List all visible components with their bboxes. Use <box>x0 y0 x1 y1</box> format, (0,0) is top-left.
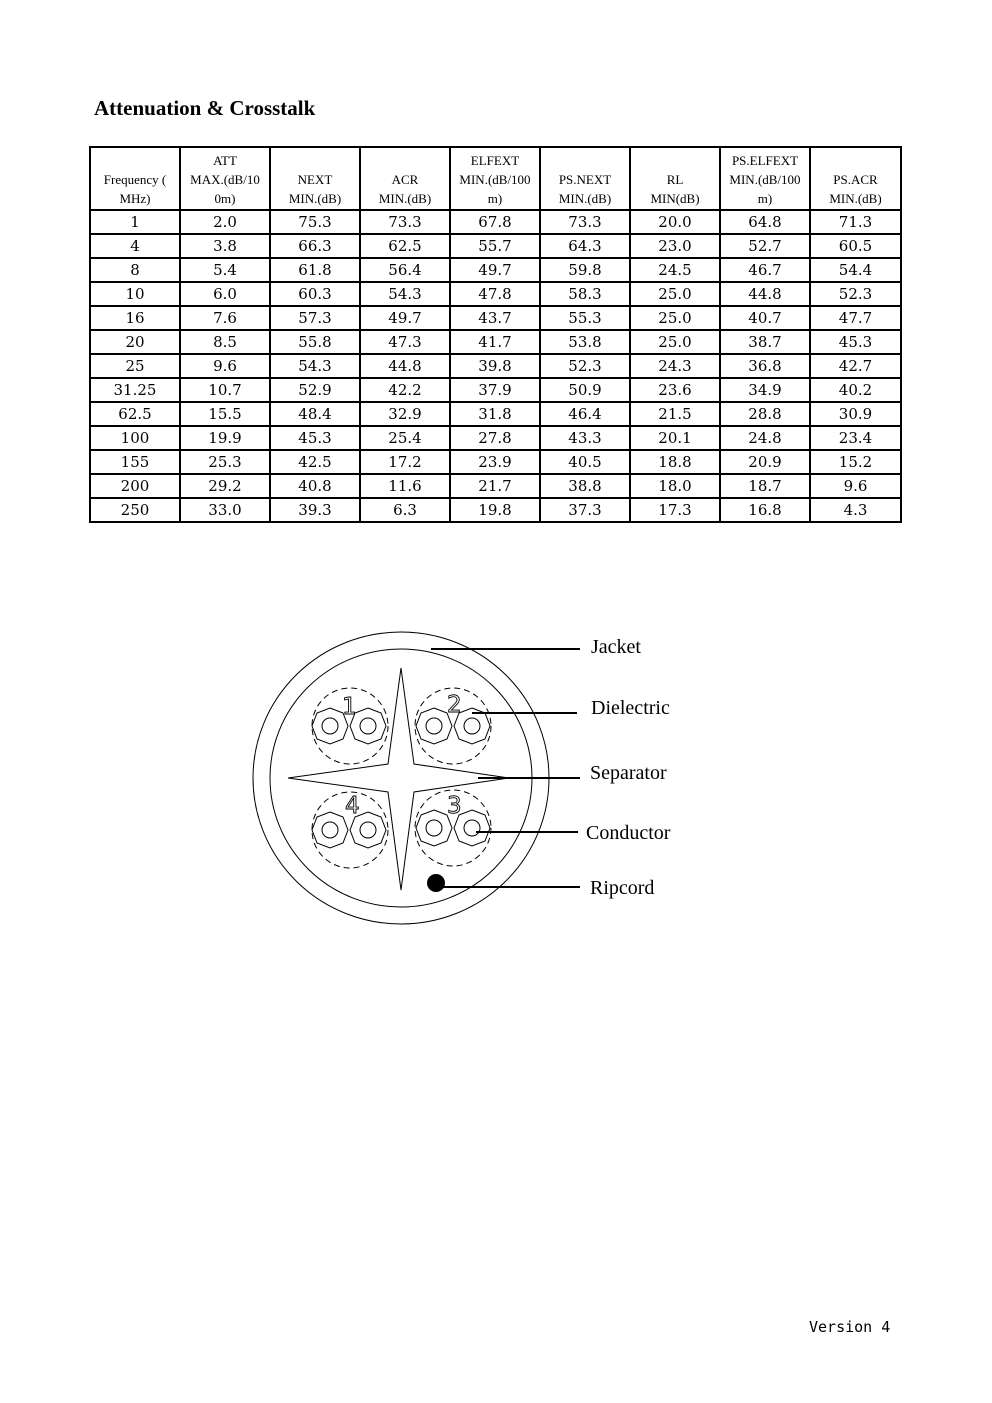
column-header-line: 0m) <box>214 191 236 206</box>
table-cell: 42.7 <box>810 354 901 378</box>
table-cell: 15.5 <box>180 402 270 426</box>
column-header-line: PS.NEXT <box>558 172 612 187</box>
column-header-line: RL <box>666 172 684 187</box>
table-cell: 25.0 <box>630 282 720 306</box>
table-cell: 25.4 <box>360 426 450 450</box>
table-cell: 20.9 <box>720 450 810 474</box>
table-cell: 24.8 <box>720 426 810 450</box>
table-cell: 25.0 <box>630 306 720 330</box>
table-cell: 47.3 <box>360 330 450 354</box>
table-cell: 30.9 <box>810 402 901 426</box>
table-cell: 23.4 <box>810 426 901 450</box>
table-cell: 9.6 <box>180 354 270 378</box>
table-cell: 19.8 <box>450 498 540 522</box>
column-header-line: MIN.(dB) <box>829 191 882 206</box>
table-cell: 16 <box>90 306 180 330</box>
jacket-label: Jacket <box>591 636 641 658</box>
table-cell: 64.3 <box>540 234 630 258</box>
table-cell: 42.2 <box>360 378 450 402</box>
ripcord-label: Ripcord <box>590 877 655 899</box>
page-title: Attenuation & Crosstalk <box>94 96 316 120</box>
table-cell: 53.8 <box>540 330 630 354</box>
column-header-line: ATT <box>213 153 237 168</box>
table-cell: 25 <box>90 354 180 378</box>
table-cell: 11.6 <box>360 474 450 498</box>
table-cell: 33.0 <box>180 498 270 522</box>
table-cell: 54.3 <box>270 354 360 378</box>
table-cell: 8.5 <box>180 330 270 354</box>
table-cell: 15.2 <box>810 450 901 474</box>
column-header-line: ACR <box>391 172 419 187</box>
table-cell: 32.9 <box>360 402 450 426</box>
table-cell: 28.8 <box>720 402 810 426</box>
table-cell: 47.7 <box>810 306 901 330</box>
table-cell: 20.1 <box>630 426 720 450</box>
column-header-line: PS.ACR <box>833 172 878 187</box>
table-cell: 52.7 <box>720 234 810 258</box>
table-cell: 23.6 <box>630 378 720 402</box>
table-cell: 6.3 <box>360 498 450 522</box>
table-cell: 55.7 <box>450 234 540 258</box>
table-cell: 24.3 <box>630 354 720 378</box>
table-cell: 44.8 <box>720 282 810 306</box>
table-cell: 4 <box>90 234 180 258</box>
table-cell: 17.2 <box>360 450 450 474</box>
table-cell: 23.0 <box>630 234 720 258</box>
table-cell: 40.8 <box>270 474 360 498</box>
table-cell: 29.2 <box>180 474 270 498</box>
table-cell: 2.0 <box>180 210 270 234</box>
table-cell: 31.8 <box>450 402 540 426</box>
table-cell: 67.8 <box>450 210 540 234</box>
table-cell: 73.3 <box>360 210 450 234</box>
table-cell: 50.9 <box>540 378 630 402</box>
ripcord-marker <box>427 874 445 892</box>
column-header-line: NEXT <box>297 172 333 187</box>
table-cell: 155 <box>90 450 180 474</box>
table-cell: 1 <box>90 210 180 234</box>
table-cell: 37.9 <box>450 378 540 402</box>
table-cell: 43.7 <box>450 306 540 330</box>
table-cell: 40.2 <box>810 378 901 402</box>
column-header-line: PS.ELFEXT <box>731 153 799 168</box>
table-cell: 39.3 <box>270 498 360 522</box>
column-header-line: MIN(dB) <box>650 191 700 206</box>
table-cell: 9.6 <box>810 474 901 498</box>
table-cell: 38.8 <box>540 474 630 498</box>
table-cell: 54.3 <box>360 282 450 306</box>
table-cell: 55.8 <box>270 330 360 354</box>
column-header-line: MIN.(dB/100 <box>729 172 801 187</box>
table-cell: 61.8 <box>270 258 360 282</box>
pair-number-3: 3 <box>447 793 462 819</box>
table-cell: 75.3 <box>270 210 360 234</box>
table-cell: 56.4 <box>360 258 450 282</box>
separator-cross <box>288 668 509 890</box>
table-cell: 47.8 <box>450 282 540 306</box>
table-cell: 100 <box>90 426 180 450</box>
table-cell: 64.8 <box>720 210 810 234</box>
pair-number-2: 2 <box>447 692 462 718</box>
table-cell: 37.3 <box>540 498 630 522</box>
table-cell: 73.3 <box>540 210 630 234</box>
table-cell: 20 <box>90 330 180 354</box>
table-cell: 46.4 <box>540 402 630 426</box>
table-cell: 62.5 <box>90 402 180 426</box>
table-cell: 5.4 <box>180 258 270 282</box>
table-cell: 7.6 <box>180 306 270 330</box>
column-header-line: ELFEXT <box>470 153 520 168</box>
table-cell: 57.3 <box>270 306 360 330</box>
column-header-line: MIN.(dB) <box>288 191 342 206</box>
table-cell: 52.3 <box>810 282 901 306</box>
table-cell: 10 <box>90 282 180 306</box>
table-cell: 16.8 <box>720 498 810 522</box>
table-cell: 54.4 <box>810 258 901 282</box>
table-cell: 18.0 <box>630 474 720 498</box>
table-cell: 10.7 <box>180 378 270 402</box>
table-cell: 43.3 <box>540 426 630 450</box>
table-cell: 38.7 <box>720 330 810 354</box>
pair-number-1: 1 <box>342 694 357 720</box>
table-cell: 49.7 <box>360 306 450 330</box>
table-cell: 20.0 <box>630 210 720 234</box>
table-cell: 45.3 <box>810 330 901 354</box>
table-cell: 250 <box>90 498 180 522</box>
table-cell: 34.9 <box>720 378 810 402</box>
column-header-line: Frequency ( <box>103 172 167 187</box>
table-cell: 40.5 <box>540 450 630 474</box>
table-cell: 18.8 <box>630 450 720 474</box>
pair-number-4: 4 <box>345 793 360 819</box>
column-header-line: MAX.(dB/10 <box>190 172 260 187</box>
table-cell: 66.3 <box>270 234 360 258</box>
table-cell: 45.3 <box>270 426 360 450</box>
table-cell: 71.3 <box>810 210 901 234</box>
table-cell: 25.0 <box>630 330 720 354</box>
table-cell: 25.3 <box>180 450 270 474</box>
table-cell: 62.5 <box>360 234 450 258</box>
table-cell: 41.7 <box>450 330 540 354</box>
table-cell: 40.7 <box>720 306 810 330</box>
table-cell: 24.5 <box>630 258 720 282</box>
table-cell: 60.3 <box>270 282 360 306</box>
table-cell: 31.25 <box>90 378 180 402</box>
table-cell: 42.5 <box>270 450 360 474</box>
table-cell: 58.3 <box>540 282 630 306</box>
table-cell: 18.7 <box>720 474 810 498</box>
table-cell: 49.7 <box>450 258 540 282</box>
table-cell: 4.3 <box>810 498 901 522</box>
table-cell: 55.3 <box>540 306 630 330</box>
conductor-label: Conductor <box>586 822 671 844</box>
table-cell: 39.8 <box>450 354 540 378</box>
column-header-line: MIN.(dB) <box>378 191 432 206</box>
table-cell: 59.8 <box>540 258 630 282</box>
table-cell: 46.7 <box>720 258 810 282</box>
column-header-line: MIN.(dB) <box>558 191 612 206</box>
table-cell: 52.9 <box>270 378 360 402</box>
table-cell: 19.9 <box>180 426 270 450</box>
table-cell: 44.8 <box>360 354 450 378</box>
dielectric-label: Dielectric <box>591 697 670 719</box>
table-cell: 3.8 <box>180 234 270 258</box>
separator-label: Separator <box>590 762 667 784</box>
table-cell: 23.9 <box>450 450 540 474</box>
table-cell: 36.8 <box>720 354 810 378</box>
table-cell: 21.7 <box>450 474 540 498</box>
column-header-line: MHz) <box>119 191 151 206</box>
table-cell: 200 <box>90 474 180 498</box>
table-cell: 6.0 <box>180 282 270 306</box>
column-header-line: MIN.(dB/100 <box>459 172 531 187</box>
table-cell: 60.5 <box>810 234 901 258</box>
table-cell: 21.5 <box>630 402 720 426</box>
table-cell: 48.4 <box>270 402 360 426</box>
table-cell: 8 <box>90 258 180 282</box>
version-footer: Version 4 <box>809 1318 891 1336</box>
column-header-line: m) <box>487 191 503 206</box>
table-cell: 52.3 <box>540 354 630 378</box>
table-cell: 27.8 <box>450 426 540 450</box>
table-cell: 17.3 <box>630 498 720 522</box>
column-header-line: m) <box>757 191 773 206</box>
